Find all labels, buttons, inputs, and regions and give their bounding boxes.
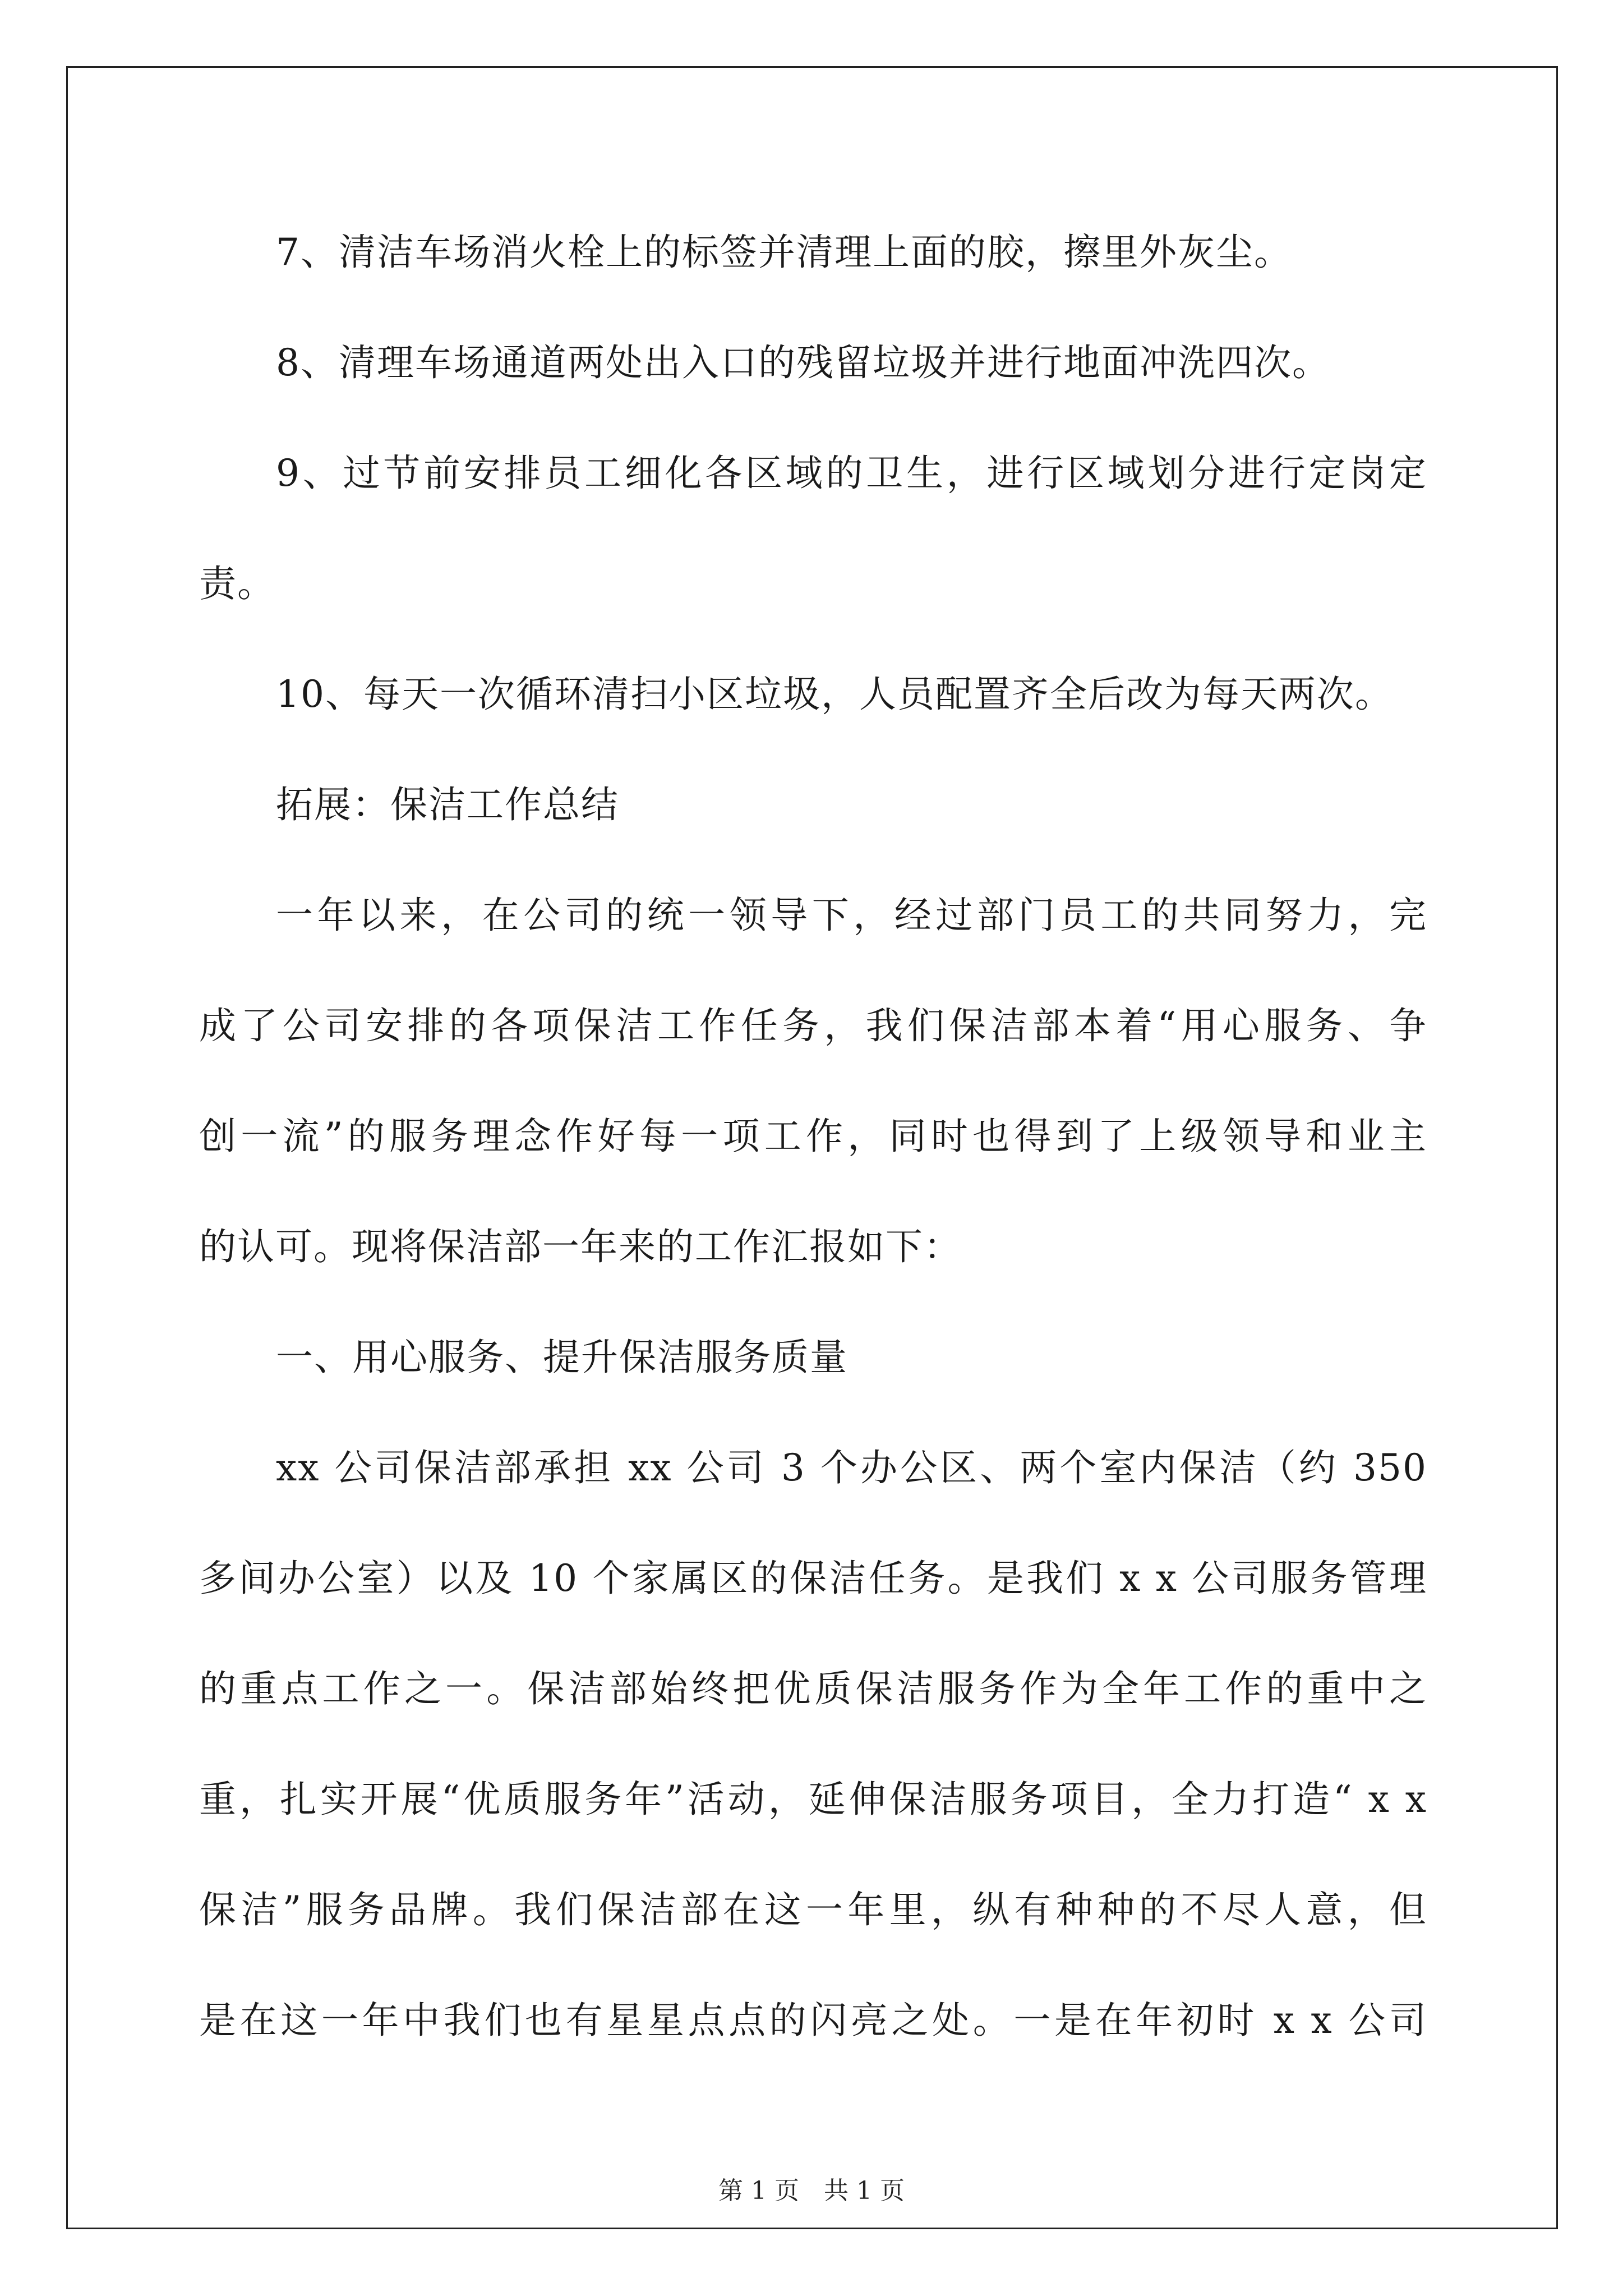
section-heading: 拓展：保洁工作总结 <box>276 783 619 826</box>
document-body <box>199 213 1427 2092</box>
paragraph-line: 成了公司安排的各项保洁工作任务，我们保洁部本着“用心服务、争 <box>199 1004 1427 1047</box>
section-heading: 一、用心服务、提升保洁服务质量 <box>276 1336 848 1379</box>
paragraph-line: 的认可。现将保洁部一年来的工作汇报如下： <box>199 1225 962 1268</box>
paragraph-line: 7、清洁车场消火栓上的标签并清理上面的胶，擦里外灰尘。 <box>276 231 1292 274</box>
page-footer: 第 1 页 共 1 页 <box>718 2177 905 2205</box>
paragraph-line: 重，扎实开展“优质服务年”活动，延伸保洁服务项目，全力打造“ x x <box>199 1778 1427 1821</box>
paragraph-line: 10、每天一次循环清扫小区垃圾，人员配置齐全后改为每天两次。 <box>276 673 1393 716</box>
paragraph-line: 一年以来，在公司的统一领导下，经过部门员工的共同努力，完 <box>276 894 1427 937</box>
paragraph-line: 的重点工作之一。保洁部始终把优质保洁服务作为全年工作的重中之 <box>199 1667 1427 1710</box>
paragraph-line: 是在这一年中我们也有星星点点的闪亮之处。一是在年初时 x x 公司 <box>199 1999 1427 2042</box>
paragraph-line: 8、清理车场通道两处出入口的残留垃圾并进行地面冲洗四次。 <box>276 341 1330 384</box>
paragraph-line: xx 公司保洁部承担 xx 公司 3 个办公区、两个室内保洁（约 350 <box>276 1446 1427 1489</box>
paragraph-line: 责。 <box>199 562 275 605</box>
paragraph-line: 多间办公室）以及 10 个家属区的保洁任务。是我们 x x 公司服务管理 <box>199 1557 1427 1600</box>
paragraph-line: 创一流”的服务理念作好每一项工作，同时也得到了上级领导和业主 <box>199 1115 1427 1158</box>
paragraph-line: 保洁”服务品牌。我们保洁部在这一年里，纵有种种的不尽人意，但 <box>199 1888 1427 1931</box>
paragraph-line: 9、过节前安排员工细化各区域的卫生，进行区域划分进行定岗定 <box>276 452 1427 495</box>
